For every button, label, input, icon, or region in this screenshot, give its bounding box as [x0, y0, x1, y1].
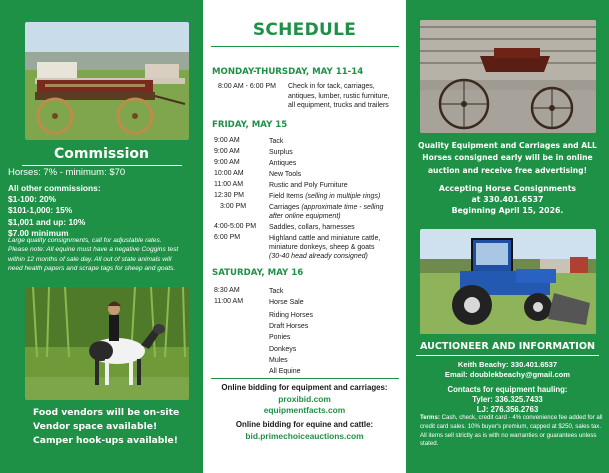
schedule-time: 9:00 AM — [214, 159, 240, 166]
hauling-title: Contacts for equipment hauling: — [447, 385, 568, 394]
online-site-link[interactable]: proxibid.com — [278, 394, 331, 404]
horses-rate: Horses: 7% - minimum: $70 — [8, 167, 126, 178]
schedule-time: 4:00-5:00 PM — [214, 223, 257, 230]
schedule-time: 11:00 AM — [214, 298, 244, 305]
schedule-divider — [211, 46, 399, 47]
auctioneer-title: AUCTIONEER AND INFORMATION — [419, 341, 596, 352]
desc-text: Field Items — [269, 193, 304, 200]
quality-line: auction and receive free advertising! — [427, 165, 588, 175]
desc-text: miniature donkeys, sheep & goats — [269, 244, 375, 252]
note-line: within 12 months of sale day. All out of state animals will — [8, 255, 172, 263]
schedule-desc: Antiques — [269, 160, 297, 167]
list-item: Donkeys — [269, 345, 297, 353]
accept-line: Beginning April 15, 2026. — [451, 206, 564, 215]
schedule-desc — [269, 192, 404, 201]
schedule-title: SCHEDULE — [252, 20, 357, 40]
auctioneer-phone: Keith Beachy: 330.401.6537 — [457, 360, 558, 369]
schedule-time: 9:00 AM — [214, 148, 240, 155]
tractor-photo-icon — [420, 229, 596, 334]
commission-rates — [8, 183, 101, 239]
note-line: Large quality consignments, call for adjustable rates. — [8, 237, 162, 244]
desc-line: Check in for tack, carriages, — [288, 83, 375, 90]
desc-line: all equipment, trucks and trailers — [288, 102, 389, 110]
desc-text: Carriages — [269, 204, 300, 211]
quality-line: Horses consigned early will be in online — [422, 153, 593, 163]
vendor-info — [33, 406, 179, 448]
hauling-contact: Tyler: 336.325.7433 — [472, 395, 543, 404]
note-line: need health papers and scrape tags for sheep and goats. — [8, 264, 176, 272]
vendor-line: Camper hook-ups available! — [33, 435, 178, 446]
commission-title: Commission — [54, 146, 149, 162]
schedule-desc: Surplus — [269, 149, 293, 156]
consignment-notice — [406, 183, 609, 216]
desc-note: (30-40 head already consigned) — [269, 253, 368, 261]
rate-item: $101-1,000: 15% — [8, 205, 73, 216]
hauling-contact: LJ: 276.356.2763 — [476, 405, 539, 414]
online-site-link[interactable]: equipmentfacts.com — [263, 405, 346, 415]
accept-line: at 330.401.6537 — [471, 195, 544, 204]
schedule-desc: Rustic and Poly Furniture — [269, 182, 348, 189]
schedule-desc: Horse Sale — [269, 299, 304, 306]
schedule-time: 6:00 PM — [214, 234, 241, 241]
schedule-desc — [269, 234, 404, 262]
note-line: Please note: All equine must have a negative Coggins test — [8, 246, 179, 254]
pony-rider-photo-icon — [25, 287, 189, 400]
schedule-panel — [203, 0, 406, 473]
list-item: Draft Horses — [269, 323, 309, 331]
list-item: Mules — [269, 356, 288, 364]
schedule-time: 10:00 AM — [214, 170, 244, 177]
day-heading-saturday: SATURDAY, MAY 16 — [212, 268, 304, 278]
auctioneer-email[interactable]: Email: doublekbeachy@gmail.com — [444, 370, 571, 379]
list-item: All Equine — [269, 368, 301, 376]
vendor-line: Vendor space available! — [33, 421, 158, 432]
schedule-time: 8:30 AM — [214, 287, 240, 294]
rate-item: $1-100: 20% — [8, 194, 56, 205]
left-panel — [0, 0, 203, 473]
desc-line: antiques, lumber, rustic furniture, — [288, 92, 390, 100]
online-site-link[interactable]: bid.primechoiceauctions.com — [245, 431, 364, 441]
terms-text — [420, 414, 606, 449]
online-cattle-label: Online bidding for equine and cattle: — [235, 420, 374, 429]
terms-body: Cash, check, credit card - 4% convenience fee added for all credit card sales. 10% buyer's premium, capped at $250, sales tax. All items sell strictly as is with no warranties or guarantees unless stated. — [420, 414, 603, 448]
vendor-line: Food vendors will be on-site — [33, 407, 180, 418]
schedule-time: 12:30 PM — [214, 192, 244, 199]
schedule-time: 3:00 PM — [220, 203, 247, 210]
rate-item: $7.00 minimum — [8, 227, 69, 238]
schedule-desc: Tack — [269, 138, 284, 145]
list-item: Ponies — [269, 334, 291, 342]
schedule-desc: Saddles, collars, harnesses — [269, 224, 355, 231]
schedule-time: 8:00 AM - 6:00 PM — [218, 83, 276, 90]
auctioneer-divider — [416, 355, 599, 356]
accept-line: Accepting Horse Consignments — [438, 184, 577, 193]
desc-note: (selling in multiple rings) — [305, 193, 381, 200]
desc-note: (approximate time - selling — [301, 204, 384, 211]
desc-note: after online equipment) — [269, 213, 341, 221]
schedule-time: 9:00 AM — [214, 137, 240, 144]
schedule-desc — [269, 310, 404, 377]
consignment-note — [8, 236, 200, 273]
schedule-time: 11:00 AM — [214, 181, 244, 188]
list-item: Riding Horses — [269, 312, 313, 319]
quality-notice — [406, 140, 609, 177]
terms-label: Terms: — [420, 414, 440, 421]
schedule-desc — [269, 203, 404, 221]
schedule-desc — [288, 82, 408, 111]
schedule-desc: New Tools — [269, 171, 302, 178]
day-heading-friday: FRIDAY, MAY 15 — [212, 120, 288, 130]
carriage-photo-icon — [420, 20, 596, 133]
commission-divider — [22, 165, 182, 166]
rate-item: $1,001 and up: 10% — [8, 216, 86, 227]
commission-rates-title: All other commissions: — [8, 183, 101, 193]
schedule-desc: Tack — [269, 288, 284, 295]
desc-text: Highland cattle and miniature cattle, — [269, 235, 381, 242]
right-panel — [406, 0, 609, 473]
online-divider — [211, 378, 399, 379]
quality-line: Quality Equipment and Carriages and ALL — [418, 141, 597, 150]
day-heading-mon-thu: MONDAY-THURSDAY, MAY 11-14 — [212, 67, 364, 77]
wagon-photo-icon — [25, 22, 189, 140]
online-equipment-label: Online bidding for equipment and carriages: — [221, 383, 388, 392]
